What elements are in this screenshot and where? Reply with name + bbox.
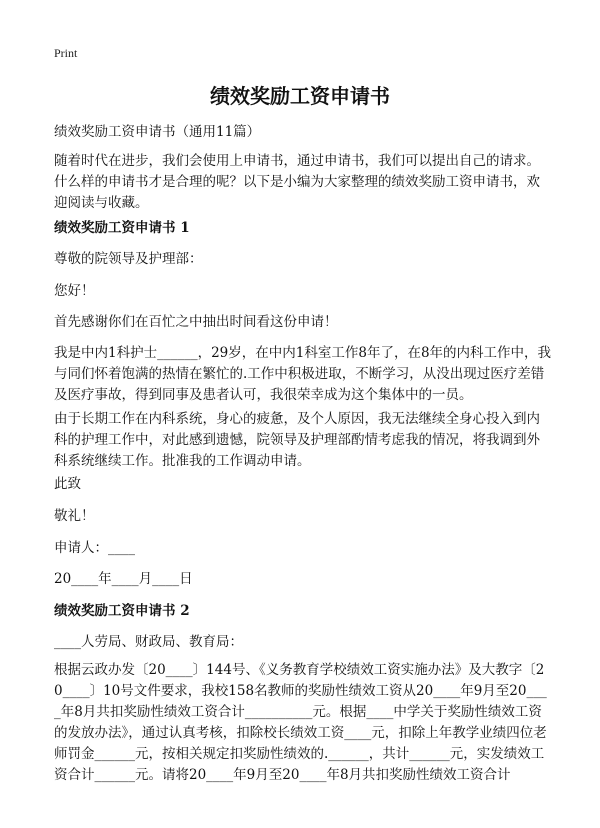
intro-paragraph: 随着时代在进步，我们会使用上申请书，通过申请书，我们可以提出自己的请求。什么样的申请书才是合理的呢？以下是小编为大家整理的绩效奖励工资申请书，欢迎阅读与收藏。	[54, 153, 540, 211]
section-1-paragraph-2: 由于长期工作在内科系统，身心的疲惫，及个人原因，我无法继续全身心投入到内科的护理工作中，对此感到遗憾，院领导及护理部酌情考虑我的情况，将我调到外科系统继续工作。批准我的工作调动申请。	[54, 411, 540, 469]
section-1-heading: 绩效奖励工资申请书 1	[54, 220, 190, 236]
greeting: 您好！	[54, 283, 95, 299]
section-1-paragraph-1: 我是中内1科护士______，29岁，在中内1科室工作8年了，在8年的内科工作中，我与同们怀着饱满的热情在繁忙的.工作中积极进取，不断学习，从没出现过医疗差错及医疗事故，得到同事及患者认可，我很荣幸成为这个集体中的一员。	[54, 345, 552, 403]
subtitle: 绩效奖励工资申请书（通用11篇）	[54, 124, 261, 140]
closing-line-1: 此致	[54, 476, 81, 492]
section-2-heading: 绩效奖励工资申请书 2	[54, 603, 190, 619]
closing-line-2: 敬礼！	[54, 508, 95, 524]
date-line: 20____年____月____日	[54, 571, 193, 587]
document-title: 绩效奖励工资申请书	[210, 84, 390, 108]
section-2-paragraph-1: 根据云政办发〔20____〕144号、《义务教育学校绩效工资实施办法》及大教字〔20____〕10号文件要求，我校158名教师的奖励性绩效工资从20____年9月至20____年8月共扣奖励性绩效工资合计__________元。根据____中学关于奖励性绩效工资的发放办法》，通过认真考核，扣除校长绩效工资____元，扣除上年教学业绩四位老师罚金______元，按相关规定扣奖励性绩效的.______，共计______元，实发绩效工资合计______元。请将20____年9月至20____年8月共扣奖励性绩效工资合计	[54, 662, 547, 783]
recipient-line: ____人劳局、财政局、教育局：	[54, 634, 243, 650]
print-link[interactable]: Print	[54, 46, 78, 60]
applicant-line: 申请人：____	[54, 540, 135, 556]
thanks-paragraph: 首先感谢你们在百忙之中抽出时间看这份申请！	[54, 314, 338, 330]
salutation: 尊敬的院领导及护理部：	[54, 251, 203, 267]
